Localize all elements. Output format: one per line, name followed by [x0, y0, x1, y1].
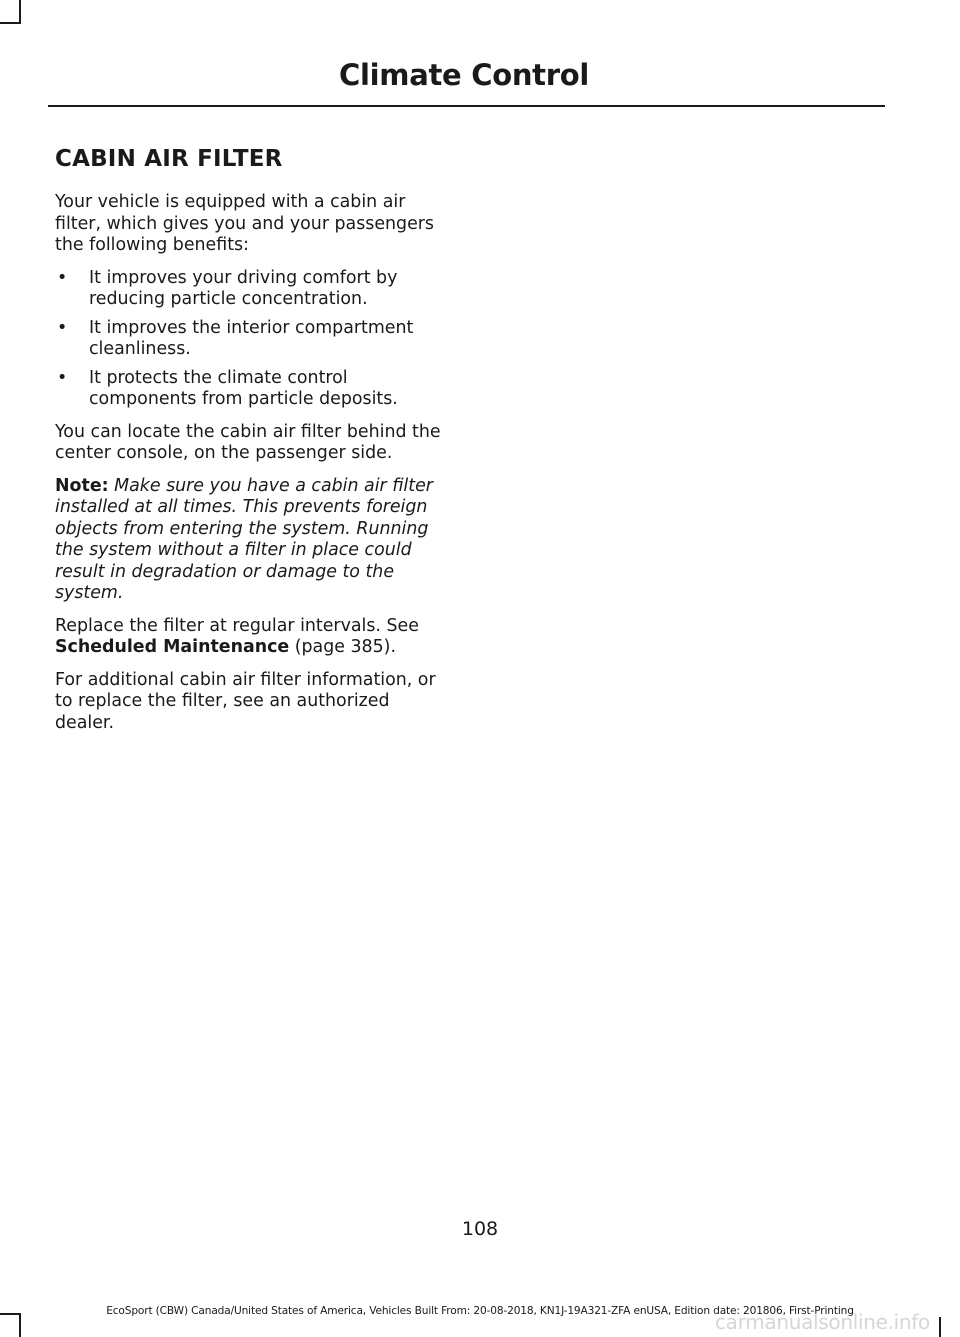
- crop-mark-top-left-horizontal: [0, 22, 21, 24]
- list-item-text: It protects the climate control components from particle deposits.: [89, 367, 398, 409]
- list-item-text: It improves your driving comfort by reducing particle concentration.: [89, 267, 398, 309]
- watermark: carmanualsonline.info: [714, 1310, 930, 1334]
- note-label: Note:: [55, 475, 109, 496]
- list-item: [55, 368, 451, 411]
- footer-text: EcoSport (CBW) Canada/United States of America, Vehicles Built From: 20-08-2018, KN1J-19A321-ZFA enUSA, Edition date: 201806, First-Printing: [106, 1305, 854, 1317]
- section-title: CABIN AIR FILTER: [55, 146, 283, 172]
- intro-paragraph: Your vehicle is equipped with a cabin air filter, which gives you and your passengers the following benefits:: [55, 192, 434, 255]
- chapter-title: Climate Control: [339, 58, 589, 92]
- list-item-text: It improves the interior compartment cleanliness.: [89, 317, 414, 359]
- list-item: [55, 318, 451, 361]
- crop-mark-bottom-left-vertical: [19, 1313, 21, 1337]
- replace-text: Replace the filter at regular intervals. See: [55, 615, 419, 636]
- crop-mark-bottom-right-vertical: [939, 1317, 941, 1337]
- benefits-list: [55, 268, 451, 411]
- replace-paragraph: [55, 616, 451, 659]
- crop-mark-bottom-left-horizontal: [0, 1313, 21, 1315]
- location-paragraph: You can locate the cabin air filter behind the center console, on the passenger side.: [55, 421, 441, 463]
- replace-page-ref: (page 385).: [289, 637, 396, 657]
- main-content: [55, 146, 451, 745]
- bullet-icon: •: [57, 367, 68, 388]
- bullet-icon: •: [57, 317, 68, 338]
- scheduled-maintenance-link[interactable]: Scheduled Maintenance: [55, 637, 290, 657]
- list-item: [55, 268, 451, 311]
- header-rule: [48, 105, 885, 107]
- note-paragraph: [55, 476, 451, 605]
- page-number: 108: [461, 1218, 499, 1240]
- bullet-icon: •: [57, 267, 68, 288]
- note-text: Make sure you have a cabin air filter installed at all times. This prevents foreign objects from entering the system. Running the system without a filter in place could result in degradation or damage to the system.: [55, 475, 433, 603]
- additional-info-paragraph: For additional cabin air filter information, or to replace the filter, see an authorized dealer.: [55, 669, 436, 733]
- crop-mark-top-left-vertical: [19, 0, 21, 24]
